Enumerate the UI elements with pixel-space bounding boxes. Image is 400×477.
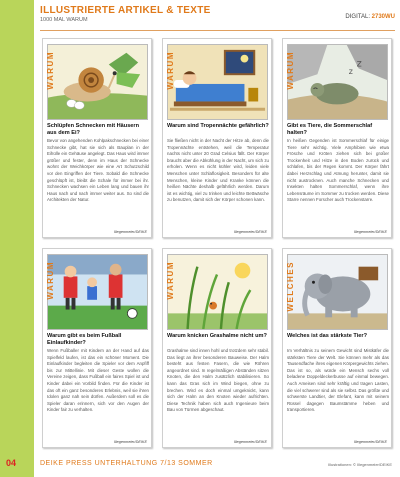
article-card-tropical-nights[interactable] bbox=[162, 38, 272, 238]
card-credit: Illegenmeier/DEIKE bbox=[233, 440, 267, 444]
section-subtitle: 1000 MAL WARUM bbox=[40, 17, 88, 23]
snail-drawing bbox=[48, 45, 147, 119]
tropical-night-illustration bbox=[167, 44, 268, 120]
grass-drawing bbox=[168, 255, 267, 329]
card-title: Warum knicken Grashalme nicht um? bbox=[167, 333, 267, 339]
article-card-football[interactable] bbox=[42, 248, 152, 448]
card-title: Schlüpfen Schnecken mit Häusern aus dem Ei? bbox=[47, 123, 140, 136]
card-body: Bevor von angehenden Kohlpakschnecken bei einer Schnecke gibt, hat sie sich als Bauplan in der Eihülle ein Gehäuse angelegt. Das Haus wird immer größer und fester, denn im Haus der Schnecke wohnt der Weichkörper wie eine Art Schutzschild vor den Eingriffen der Tiere. Sobald die Schnecke geschlüpft ist, bleibt die Schale für immer bei ihr. Schnecken wachsen ein Leben lang und bauen ihr Haus nach und nach immer weiter aus. So sind die Architekten der Natur. bbox=[47, 138, 149, 203]
card-title: Gibt es Tiere, die Sommerschlaf halten? bbox=[287, 123, 373, 136]
football-illustration bbox=[47, 254, 148, 330]
card-category-label: WARUM bbox=[166, 51, 175, 90]
card-body: In heißen Gegenden ist Sommerschlaf für einige Tiere sehr wichtig. Viele Amphibien wie etwa Frösche und Kröten ziehen sich bei großer Trockenheit und Hitze in den Boden zurück und schlafen, bis der Regen kommt. Der Körper fährt dabei Herzschlag und Atmung herunter, damit sie nicht austrocknen. Auch manche Schnecken und Insekten halten Sommerschlaf, wenn ihre Lebensräume im Sommer zu trocken werden. Diese Starre nennen Forscher auch Trockenstarre. bbox=[287, 138, 389, 203]
article-grid bbox=[42, 38, 392, 448]
bedroom-drawing bbox=[168, 45, 267, 119]
footer-publication: DEIKE PRESS UNTERHALTUNG 7/13 SOMMER bbox=[40, 460, 213, 467]
card-body: Im Verhältnis zu seinem Gewicht sind Mistkäfer die stärksten Tiere der Welt. Sie können mehr als das Tausendfache ihres eigenen Körpergewichts ziehen. Das ist so, als würde ein Mensch sechs voll beladene Doppeldeckerbusse auf einmal bewegen. Auch Ameisen sind sehr kräftig und tragen Lasten, die viel schwerer sind als sie selbst. Das größte und schwerste Landtier, der Elefant, kann mit seinem Rüssel dagegen Baumstämme heben und transportieren. bbox=[287, 348, 389, 413]
card-category-label: WARUM bbox=[166, 261, 175, 300]
card-title: Warum gibt es beim Fußball Einlaufkinder? bbox=[47, 333, 122, 346]
card-category-label: WARUM bbox=[46, 51, 55, 90]
page-footer bbox=[0, 452, 400, 477]
card-category-label: WELCHES bbox=[286, 261, 295, 312]
elephant-drawing bbox=[288, 255, 387, 329]
card-title: Welches ist das stärkste Tier? bbox=[287, 333, 368, 339]
football-players-drawing bbox=[48, 255, 147, 329]
article-card-strongest-animal[interactable] bbox=[282, 248, 392, 448]
card-body: Sie fließen nicht in der Nacht der Hitze ab, denn die Tropennächte entstehen, weil die Temperatur nachts nicht unter 20 Grad Celsius fällt. Der Körper braucht aber die Abkühlung in der Nacht, um sich zu erholen. Wenn es nicht kühler wird, leiden viele Menschen unter Schlaflosigkeit. Besonders für alte Menschen, kleine Kinder und Kranke können die heißen Nächte deshalb gefährlich werden. Darum ist es wichtig, viel zu trinken und leichte Bettwäsche zu benutzen, damit sich der Körper schonen kann. bbox=[167, 138, 269, 203]
article-card-summer-sleep[interactable] bbox=[282, 38, 392, 238]
card-category-label: WARUM bbox=[46, 261, 55, 300]
svg-text:z: z bbox=[356, 58, 362, 70]
card-title: Warum sind Tropennächte gefährlich? bbox=[167, 123, 269, 129]
card-category-label: WARUM bbox=[286, 51, 295, 90]
svg-text:z: z bbox=[348, 67, 353, 77]
footer-copyright: Illustrationen: © Illegenmeier/DEIKE bbox=[328, 462, 392, 467]
page-header bbox=[40, 5, 395, 29]
article-card-grass[interactable] bbox=[162, 248, 272, 448]
elephant-illustration bbox=[287, 254, 388, 330]
green-sidebar bbox=[0, 0, 34, 477]
card-credit: Illegenmeier/DEIKE bbox=[353, 440, 387, 444]
card-credit: Illegenmeier/DEIKE bbox=[113, 230, 147, 234]
grass-illustration bbox=[167, 254, 268, 330]
snail-illustration bbox=[47, 44, 148, 120]
summer-sleep-illustration bbox=[287, 44, 388, 120]
digital-code: DIGITAL: 2730WU bbox=[345, 14, 395, 20]
card-credit: Illegenmeier/DEIKE bbox=[353, 230, 387, 234]
card-credit: Illegenmeier/DEIKE bbox=[233, 230, 267, 234]
article-card-snail[interactable] bbox=[42, 38, 152, 238]
section-title: ILLUSTRIERTE ARTIKEL & TEXTE bbox=[40, 5, 211, 16]
card-body: Wenn Fußballer mit Kindern an der Hand auf das Spielfeld laufen, ist das ein schöner Moment. Die Einlaufkinder begleiten die Spieler vor dem Anpfiff bis zur Mittellinie. Mit dieser Geste wollen die Vereine zeigen, dass Fußball ein faires Spiel ist und Kinder dabei ein Vorbild finden. Für die Kinder ist das oft ein ganz besonderes Erlebnis, weil sie ihren Idolen ganz nah sein dürfen. Außerdem soll es die Spieler daran erinnern, sich vor den Augen der Kinder fair zu verhalten. bbox=[47, 348, 149, 413]
header-divider bbox=[40, 30, 395, 31]
sleeping-animal-drawing bbox=[288, 45, 387, 119]
card-body: Grashalme sind innen hohl und trotzdem sehr stabil. Das liegt an ihrer besonderen Bauweise. Der Halm besteht aus festen Fasern, die wie Röhren angeordnet sind. In regelmäßigen Abständen sitzen Knoten, die den Halm zusätzlich stabilisieren. So kann das Gras sich im Wind biegen, ohne zu brechen. Wird es doch einmal umgeknickt, kann sich der Halm an den Knoten wieder aufrichten. Diese Technik haben sich auch Ingenieure beim Bau von Türmen abgeschaut. bbox=[167, 348, 269, 413]
card-credit: Illegenmeier/DEIKE bbox=[113, 440, 147, 444]
page-number: 04 bbox=[6, 458, 17, 468]
